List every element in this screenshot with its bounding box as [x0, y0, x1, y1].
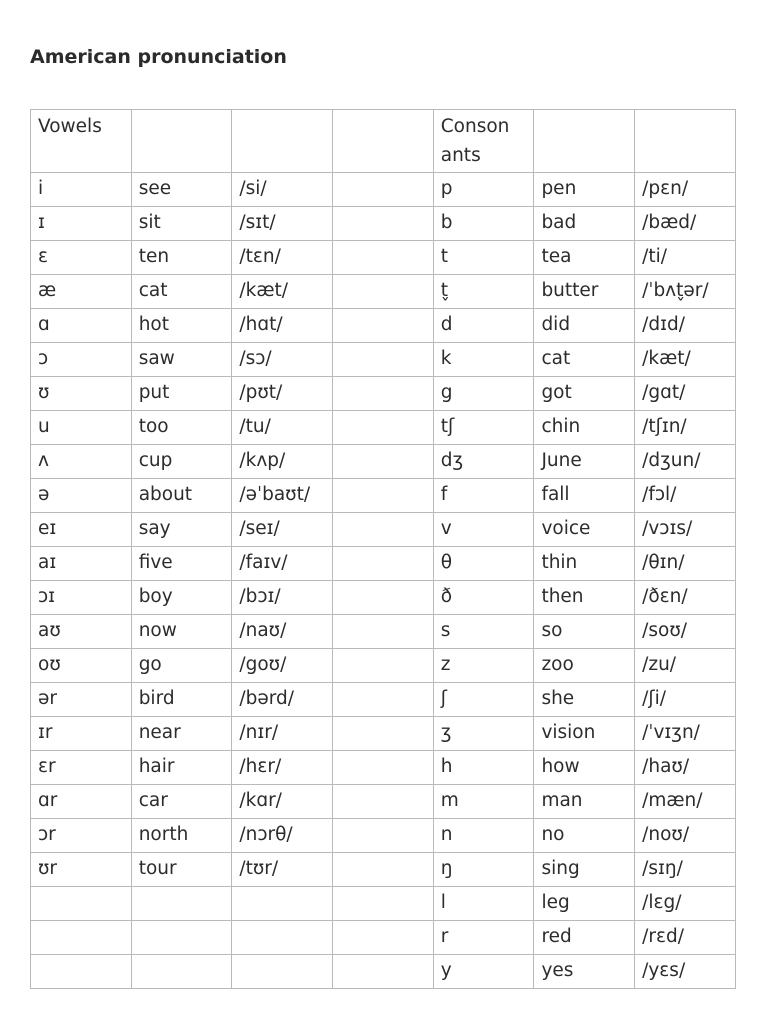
table-row: [31, 377, 736, 411]
consonant-example-word-cell: no: [534, 819, 635, 853]
consonant-transcription-cell: /fɔl/: [635, 479, 736, 513]
vowel-symbol-cell: æ: [31, 275, 132, 309]
table-row: [31, 785, 736, 819]
vowel-example-word-cell: north: [131, 819, 232, 853]
consonant-example-word-cell: did: [534, 309, 635, 343]
vowel-transcription-cell: [232, 887, 333, 921]
spacer-cell: [333, 751, 434, 785]
vowel-example-word-cell: saw: [131, 343, 232, 377]
consonant-symbol-cell: dʒ: [433, 445, 534, 479]
table-row: [31, 173, 736, 207]
table-row: [31, 547, 736, 581]
consonant-transcription-cell: /ti/: [635, 241, 736, 275]
vowel-transcription-cell: /faɪv/: [232, 547, 333, 581]
consonant-transcription-cell: /sɪŋ/: [635, 853, 736, 887]
vowel-transcription-cell: /seɪ/: [232, 513, 333, 547]
spacer-cell: [333, 377, 434, 411]
consonant-symbol-cell: ʃ: [433, 683, 534, 717]
vowel-example-word-cell: see: [131, 173, 232, 207]
vowel-example-word-cell: hot: [131, 309, 232, 343]
page-title: American pronunciation: [30, 46, 287, 68]
vowel-symbol-cell: ɛ: [31, 241, 132, 275]
vowel-transcription-cell: /tɛn/: [232, 241, 333, 275]
vowel-transcription-cell: /kʌp/: [232, 445, 333, 479]
vowel-example-word-cell: hair: [131, 751, 232, 785]
consonant-example-word-cell: fall: [534, 479, 635, 513]
consonant-example-word-cell: tea: [534, 241, 635, 275]
table-row: [31, 683, 736, 717]
spacer-cell: [333, 921, 434, 955]
empty-cell: [131, 110, 232, 173]
vowel-symbol-cell: ɛr: [31, 751, 132, 785]
vowel-transcription-cell: [232, 955, 333, 989]
consonant-example-word-cell: cat: [534, 343, 635, 377]
consonant-symbol-cell: k: [433, 343, 534, 377]
table-row: [31, 241, 736, 275]
vowel-symbol-cell: ʊr: [31, 853, 132, 887]
table-row: [31, 853, 736, 887]
vowel-example-word-cell: near: [131, 717, 232, 751]
spacer-cell: [333, 887, 434, 921]
vowel-transcription-cell: /sɔ/: [232, 343, 333, 377]
table-header-row: [31, 110, 736, 173]
consonant-transcription-cell: /gɑt/: [635, 377, 736, 411]
consonant-example-word-cell: red: [534, 921, 635, 955]
consonant-example-word-cell: sing: [534, 853, 635, 887]
consonant-example-word-cell: butter: [534, 275, 635, 309]
table-row: [31, 479, 736, 513]
vowel-transcription-cell: /bɔɪ/: [232, 581, 333, 615]
vowel-transcription-cell: /nɔrθ/: [232, 819, 333, 853]
vowel-transcription-cell: /si/: [232, 173, 333, 207]
spacer-cell: [333, 649, 434, 683]
spacer-cell: [333, 955, 434, 989]
vowel-transcription-cell: /sɪt/: [232, 207, 333, 241]
consonant-transcription-cell: /soʊ/: [635, 615, 736, 649]
spacer-cell: [333, 683, 434, 717]
vowel-symbol-cell: ɑr: [31, 785, 132, 819]
empty-cell: [635, 110, 736, 173]
table-row: [31, 921, 736, 955]
table-row: [31, 819, 736, 853]
consonant-symbol-cell: z: [433, 649, 534, 683]
vowel-symbol-cell: [31, 955, 132, 989]
spacer-cell: [333, 853, 434, 887]
vowel-example-word-cell: say: [131, 513, 232, 547]
vowel-symbol-cell: ɔ: [31, 343, 132, 377]
table-row: [31, 887, 736, 921]
spacer-cell: [333, 445, 434, 479]
empty-cell: [232, 110, 333, 173]
vowel-transcription-cell: /pʊt/: [232, 377, 333, 411]
consonant-transcription-cell: /dɪd/: [635, 309, 736, 343]
consonant-symbol-cell: ŋ: [433, 853, 534, 887]
consonant-symbol-cell: p: [433, 173, 534, 207]
vowel-symbol-cell: ɪ: [31, 207, 132, 241]
vowels-header-label: Vowels: [38, 116, 102, 137]
consonant-symbol-cell: ð: [433, 581, 534, 615]
vowel-example-word-cell: go: [131, 649, 232, 683]
consonant-transcription-cell: /pɛn/: [635, 173, 736, 207]
spacer-cell: [333, 173, 434, 207]
vowel-symbol-cell: ʊ: [31, 377, 132, 411]
consonant-symbol-cell: s: [433, 615, 534, 649]
table-row: [31, 411, 736, 445]
consonant-example-word-cell: leg: [534, 887, 635, 921]
consonant-transcription-cell: /tʃɪn/: [635, 411, 736, 445]
vowel-transcription-cell: /kɑr/: [232, 785, 333, 819]
vowel-example-word-cell: tour: [131, 853, 232, 887]
spacer-cell: [333, 343, 434, 377]
table-row: [31, 343, 736, 377]
vowel-transcription-cell: /bərd/: [232, 683, 333, 717]
consonant-transcription-cell: /ˈvɪʒn/: [635, 717, 736, 751]
consonant-transcription-cell: /zu/: [635, 649, 736, 683]
spacer-cell: [333, 479, 434, 513]
spacer-cell: [333, 411, 434, 445]
table-row: [31, 513, 736, 547]
spacer-cell: [333, 717, 434, 751]
vowel-symbol-cell: [31, 887, 132, 921]
vowel-example-word-cell: cat: [131, 275, 232, 309]
vowel-transcription-cell: /tu/: [232, 411, 333, 445]
vowel-symbol-cell: u: [31, 411, 132, 445]
vowel-transcription-cell: /naʊ/: [232, 615, 333, 649]
table-row: [31, 207, 736, 241]
vowels-header: [31, 110, 132, 173]
spacer-cell: [333, 819, 434, 853]
vowel-symbol-cell: ɪr: [31, 717, 132, 751]
table-row: [31, 717, 736, 751]
spacer-cell: [333, 547, 434, 581]
vowel-transcription-cell: /hɑt/: [232, 309, 333, 343]
consonant-transcription-cell: /noʊ/: [635, 819, 736, 853]
table-row: [31, 275, 736, 309]
vowel-symbol-cell: eɪ: [31, 513, 132, 547]
consonant-example-word-cell: thin: [534, 547, 635, 581]
spacer-cell: [333, 615, 434, 649]
consonant-transcription-cell: /θɪn/: [635, 547, 736, 581]
vowel-transcription-cell: /kæt/: [232, 275, 333, 309]
consonant-symbol-cell: tʃ: [433, 411, 534, 445]
consonant-transcription-cell: /dʒun/: [635, 445, 736, 479]
consonants-header-label: Conson ants: [440, 116, 510, 166]
consonant-example-word-cell: voice: [534, 513, 635, 547]
consonant-symbol-cell: ʒ: [433, 717, 534, 751]
vowel-transcription-cell: /əˈbaʊt/: [232, 479, 333, 513]
spacer-cell: [333, 275, 434, 309]
consonant-symbol-cell: n: [433, 819, 534, 853]
vowel-example-word-cell: cup: [131, 445, 232, 479]
vowel-example-word-cell: car: [131, 785, 232, 819]
consonant-symbol-cell: t̬: [433, 275, 534, 309]
vowel-symbol-cell: aɪ: [31, 547, 132, 581]
vowel-example-word-cell: [131, 887, 232, 921]
vowel-example-word-cell: five: [131, 547, 232, 581]
consonant-transcription-cell: /mæn/: [635, 785, 736, 819]
consonant-example-word-cell: she: [534, 683, 635, 717]
consonant-symbol-cell: h: [433, 751, 534, 785]
consonant-transcription-cell: /ðɛn/: [635, 581, 736, 615]
consonant-example-word-cell: pen: [534, 173, 635, 207]
consonant-transcription-cell: /rɛd/: [635, 921, 736, 955]
vowel-symbol-cell: i: [31, 173, 132, 207]
vowel-symbol-cell: ɔɪ: [31, 581, 132, 615]
vowel-example-word-cell: put: [131, 377, 232, 411]
consonant-example-word-cell: bad: [534, 207, 635, 241]
consonant-example-word-cell: man: [534, 785, 635, 819]
table-row: [31, 309, 736, 343]
consonant-symbol-cell: f: [433, 479, 534, 513]
vowel-symbol-cell: ʌ: [31, 445, 132, 479]
consonant-transcription-cell: /bæd/: [635, 207, 736, 241]
consonants-header: [433, 110, 534, 173]
vowel-example-word-cell: boy: [131, 581, 232, 615]
consonant-example-word-cell: how: [534, 751, 635, 785]
vowel-symbol-cell: [31, 921, 132, 955]
spacer-cell: [333, 110, 434, 173]
consonant-symbol-cell: m: [433, 785, 534, 819]
consonant-example-word-cell: June: [534, 445, 635, 479]
table-row: [31, 751, 736, 785]
vowel-example-word-cell: bird: [131, 683, 232, 717]
consonant-symbol-cell: r: [433, 921, 534, 955]
vowel-symbol-cell: aʊ: [31, 615, 132, 649]
vowel-symbol-cell: oʊ: [31, 649, 132, 683]
table-row: [31, 955, 736, 989]
vowel-symbol-cell: ər: [31, 683, 132, 717]
consonant-symbol-cell: θ: [433, 547, 534, 581]
consonant-example-word-cell: yes: [534, 955, 635, 989]
consonant-symbol-cell: t: [433, 241, 534, 275]
consonant-example-word-cell: got: [534, 377, 635, 411]
vowel-symbol-cell: ɑ: [31, 309, 132, 343]
consonant-symbol-cell: v: [433, 513, 534, 547]
consonant-symbol-cell: y: [433, 955, 534, 989]
vowel-symbol-cell: ɔr: [31, 819, 132, 853]
consonant-transcription-cell: /yɛs/: [635, 955, 736, 989]
spacer-cell: [333, 241, 434, 275]
vowel-example-word-cell: [131, 955, 232, 989]
empty-cell: [534, 110, 635, 173]
consonant-example-word-cell: chin: [534, 411, 635, 445]
consonant-transcription-cell: /kæt/: [635, 343, 736, 377]
vowel-transcription-cell: [232, 921, 333, 955]
vowel-example-word-cell: ten: [131, 241, 232, 275]
spacer-cell: [333, 785, 434, 819]
vowel-example-word-cell: [131, 921, 232, 955]
table-row: [31, 581, 736, 615]
consonant-symbol-cell: g: [433, 377, 534, 411]
consonant-example-word-cell: vision: [534, 717, 635, 751]
spacer-cell: [333, 581, 434, 615]
consonant-symbol-cell: d: [433, 309, 534, 343]
consonant-symbol-cell: l: [433, 887, 534, 921]
consonant-symbol-cell: b: [433, 207, 534, 241]
spacer-cell: [333, 513, 434, 547]
spacer-cell: [333, 309, 434, 343]
consonant-transcription-cell: /ˈbʌt̬ər/: [635, 275, 736, 309]
vowel-example-word-cell: sit: [131, 207, 232, 241]
spacer-cell: [333, 207, 434, 241]
vowel-transcription-cell: /hɛr/: [232, 751, 333, 785]
consonant-example-word-cell: zoo: [534, 649, 635, 683]
consonant-transcription-cell: /haʊ/: [635, 751, 736, 785]
vowel-transcription-cell: /tʊr/: [232, 853, 333, 887]
vowel-example-word-cell: about: [131, 479, 232, 513]
vowel-transcription-cell: /nɪr/: [232, 717, 333, 751]
table-row: [31, 649, 736, 683]
consonant-transcription-cell: /ʃi/: [635, 683, 736, 717]
pronunciation-table: [30, 109, 736, 989]
vowel-example-word-cell: now: [131, 615, 232, 649]
consonant-example-word-cell: so: [534, 615, 635, 649]
consonant-transcription-cell: /lɛg/: [635, 887, 736, 921]
consonant-transcription-cell: /vɔɪs/: [635, 513, 736, 547]
vowel-transcription-cell: /goʊ/: [232, 649, 333, 683]
vowel-symbol-cell: ə: [31, 479, 132, 513]
table-row: [31, 615, 736, 649]
table-row: [31, 445, 736, 479]
vowel-example-word-cell: too: [131, 411, 232, 445]
consonant-example-word-cell: then: [534, 581, 635, 615]
